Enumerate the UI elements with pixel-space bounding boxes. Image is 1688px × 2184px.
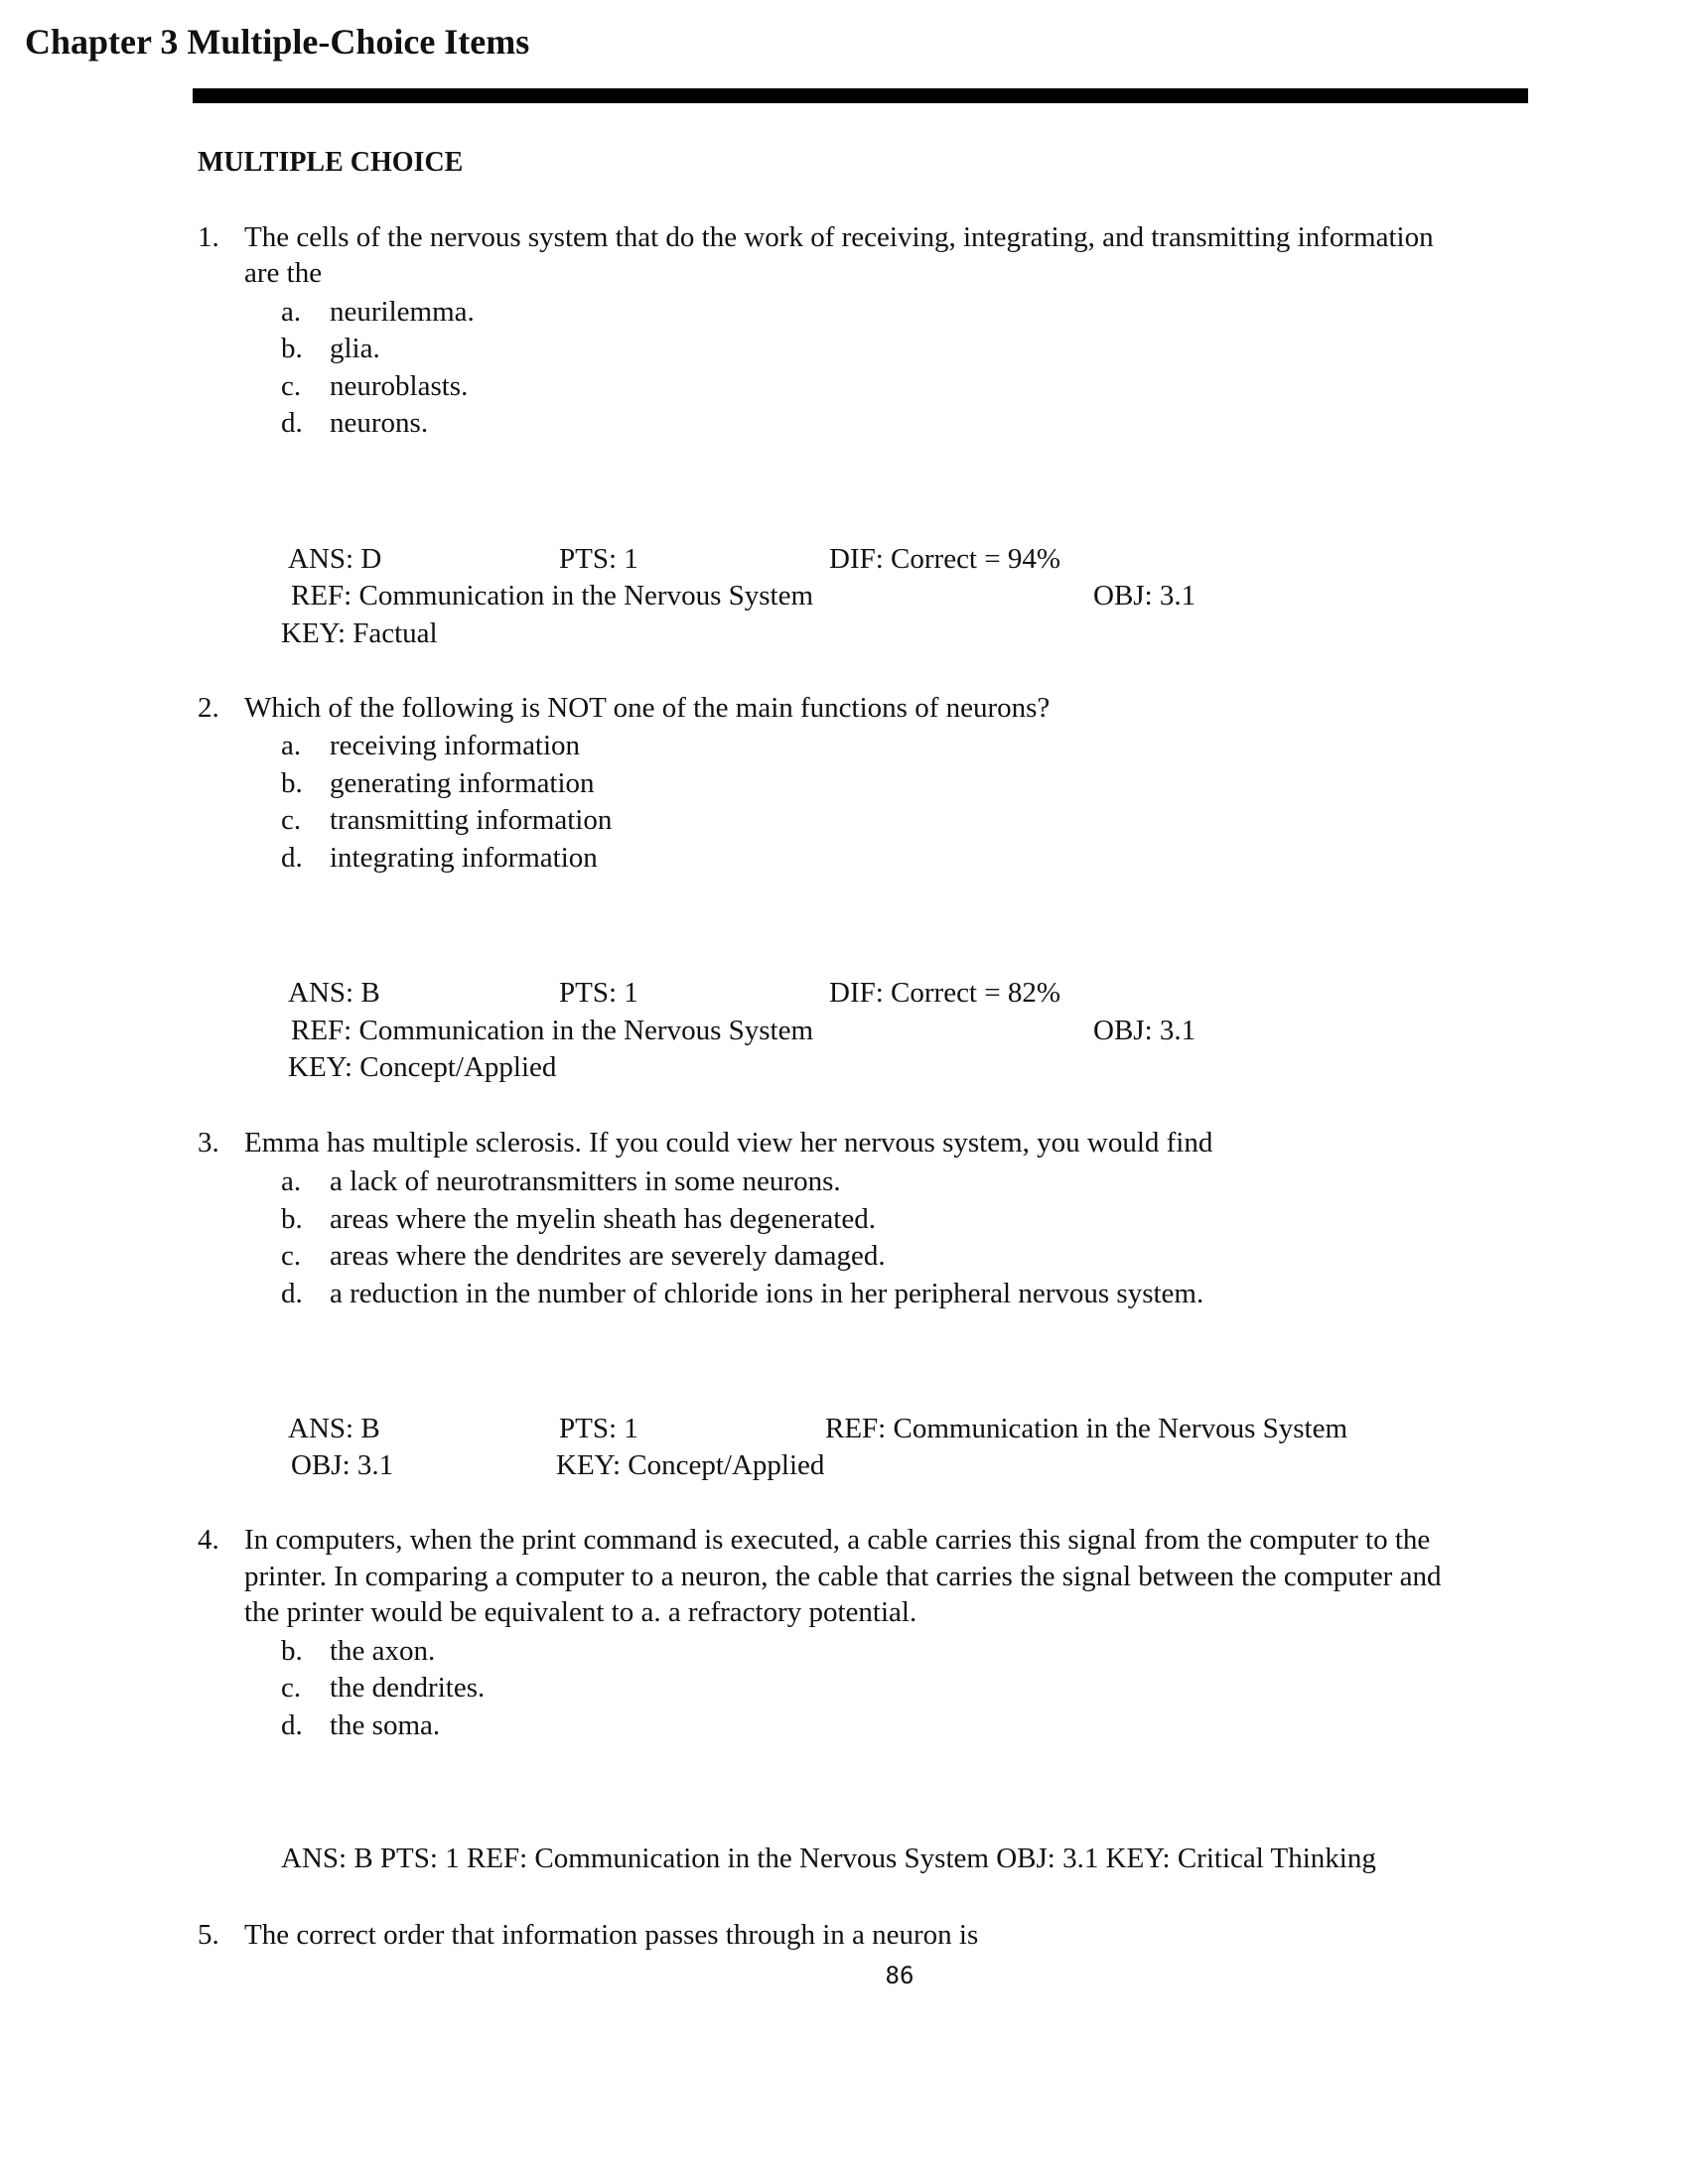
reference: REF: Communication in the Nervous System — [825, 1413, 1348, 1444]
reference: REF: Communication in the Nervous System — [291, 580, 814, 612]
option-letter: c. — [281, 370, 302, 402]
option-letter: c. — [281, 1672, 302, 1704]
key: KEY: Factual — [281, 617, 438, 649]
option-letter: d. — [281, 407, 303, 439]
option-text: the soma. — [330, 1709, 441, 1741]
question-text: Emma has multiple sclerosis. If you could view her nervous system, you would find — [244, 1127, 1213, 1159]
question-text: are the — [244, 257, 323, 289]
option-text: receiving information — [330, 730, 581, 761]
difficulty: DIF: Correct = 94% — [829, 543, 1061, 575]
option-text: a lack of neurotransmitters in some neurons. — [330, 1165, 841, 1197]
question-number: 2. — [198, 692, 219, 724]
option-letter: b. — [281, 1203, 303, 1235]
objective: OBJ: 3.1 — [1093, 1015, 1196, 1046]
section-heading: MULTIPLE CHOICE — [198, 147, 464, 178]
answer: ANS: B — [288, 1413, 380, 1444]
question-number: 4. — [198, 1524, 219, 1556]
option-text: areas where the myelin sheath has degenerated. — [330, 1203, 876, 1235]
option-letter: c. — [281, 1240, 302, 1272]
option-text: glia. — [330, 333, 380, 364]
header-rule — [193, 88, 1528, 103]
question-number: 5. — [198, 1919, 219, 1951]
option-text: the axon. — [330, 1635, 436, 1667]
objective: OBJ: 3.1 — [1093, 580, 1196, 612]
option-text: neurons. — [330, 407, 429, 439]
question-text: printer. In comparing a computer to a neuron, the cable that carries the signal between the computer and — [244, 1561, 1442, 1592]
option-text: integrating information — [330, 842, 598, 874]
option-text: areas where the dendrites are severely damaged. — [330, 1240, 886, 1272]
points: PTS: 1 — [559, 977, 638, 1009]
question-text: In computers, when the print command is executed, a cable carries this signal from the computer to the — [244, 1524, 1431, 1556]
question-number: 3. — [198, 1127, 219, 1159]
objective: OBJ: 3.1 — [291, 1449, 394, 1481]
key: KEY: Concept/Applied — [556, 1449, 825, 1481]
option-text: neurilemma. — [330, 296, 475, 328]
option-text: generating information — [330, 767, 595, 799]
difficulty: DIF: Correct = 82% — [829, 977, 1061, 1009]
option-letter: a. — [281, 730, 302, 761]
reference: REF: Communication in the Nervous System — [291, 1015, 814, 1046]
option-letter: b. — [281, 767, 303, 799]
option-letter: d. — [281, 1278, 303, 1309]
option-letter: b. — [281, 1635, 303, 1667]
answer: ANS: D — [288, 543, 382, 575]
option-letter: a. — [281, 1165, 302, 1197]
option-letter: d. — [281, 1709, 303, 1741]
key: KEY: Concept/Applied — [288, 1051, 557, 1083]
option-letter: b. — [281, 333, 303, 364]
points: PTS: 1 — [559, 1413, 638, 1444]
question-text: Which of the following is NOT one of the main functions of neurons? — [244, 692, 1051, 724]
question-text: The correct order that information passes through in a neuron is — [244, 1919, 979, 1951]
answer: ANS: B — [288, 977, 380, 1009]
question-text: The cells of the nervous system that do the work of receiving, integrating, and transmitting information — [244, 221, 1434, 253]
option-text: the dendrites. — [330, 1672, 486, 1704]
chapter-title: Chapter 3 Multiple-Choice Items — [25, 22, 530, 62]
answer-metadata: ANS: B PTS: 1 REF: Communication in the Nervous System OBJ: 3.1 KEY: Critical Thinking — [281, 1843, 1376, 1874]
points: PTS: 1 — [559, 543, 638, 575]
question-number: 1. — [198, 221, 219, 253]
option-letter: a. — [281, 296, 302, 328]
question-text: the printer would be equivalent to a. a refractory potential. — [244, 1596, 917, 1628]
option-letter: d. — [281, 842, 303, 874]
page-number: 86 — [885, 1962, 914, 1989]
option-text: neuroblasts. — [330, 370, 469, 402]
option-text: a reduction in the number of chloride ions in her peripheral nervous system. — [330, 1278, 1204, 1309]
option-text: transmitting information — [330, 804, 613, 836]
option-letter: c. — [281, 804, 302, 836]
